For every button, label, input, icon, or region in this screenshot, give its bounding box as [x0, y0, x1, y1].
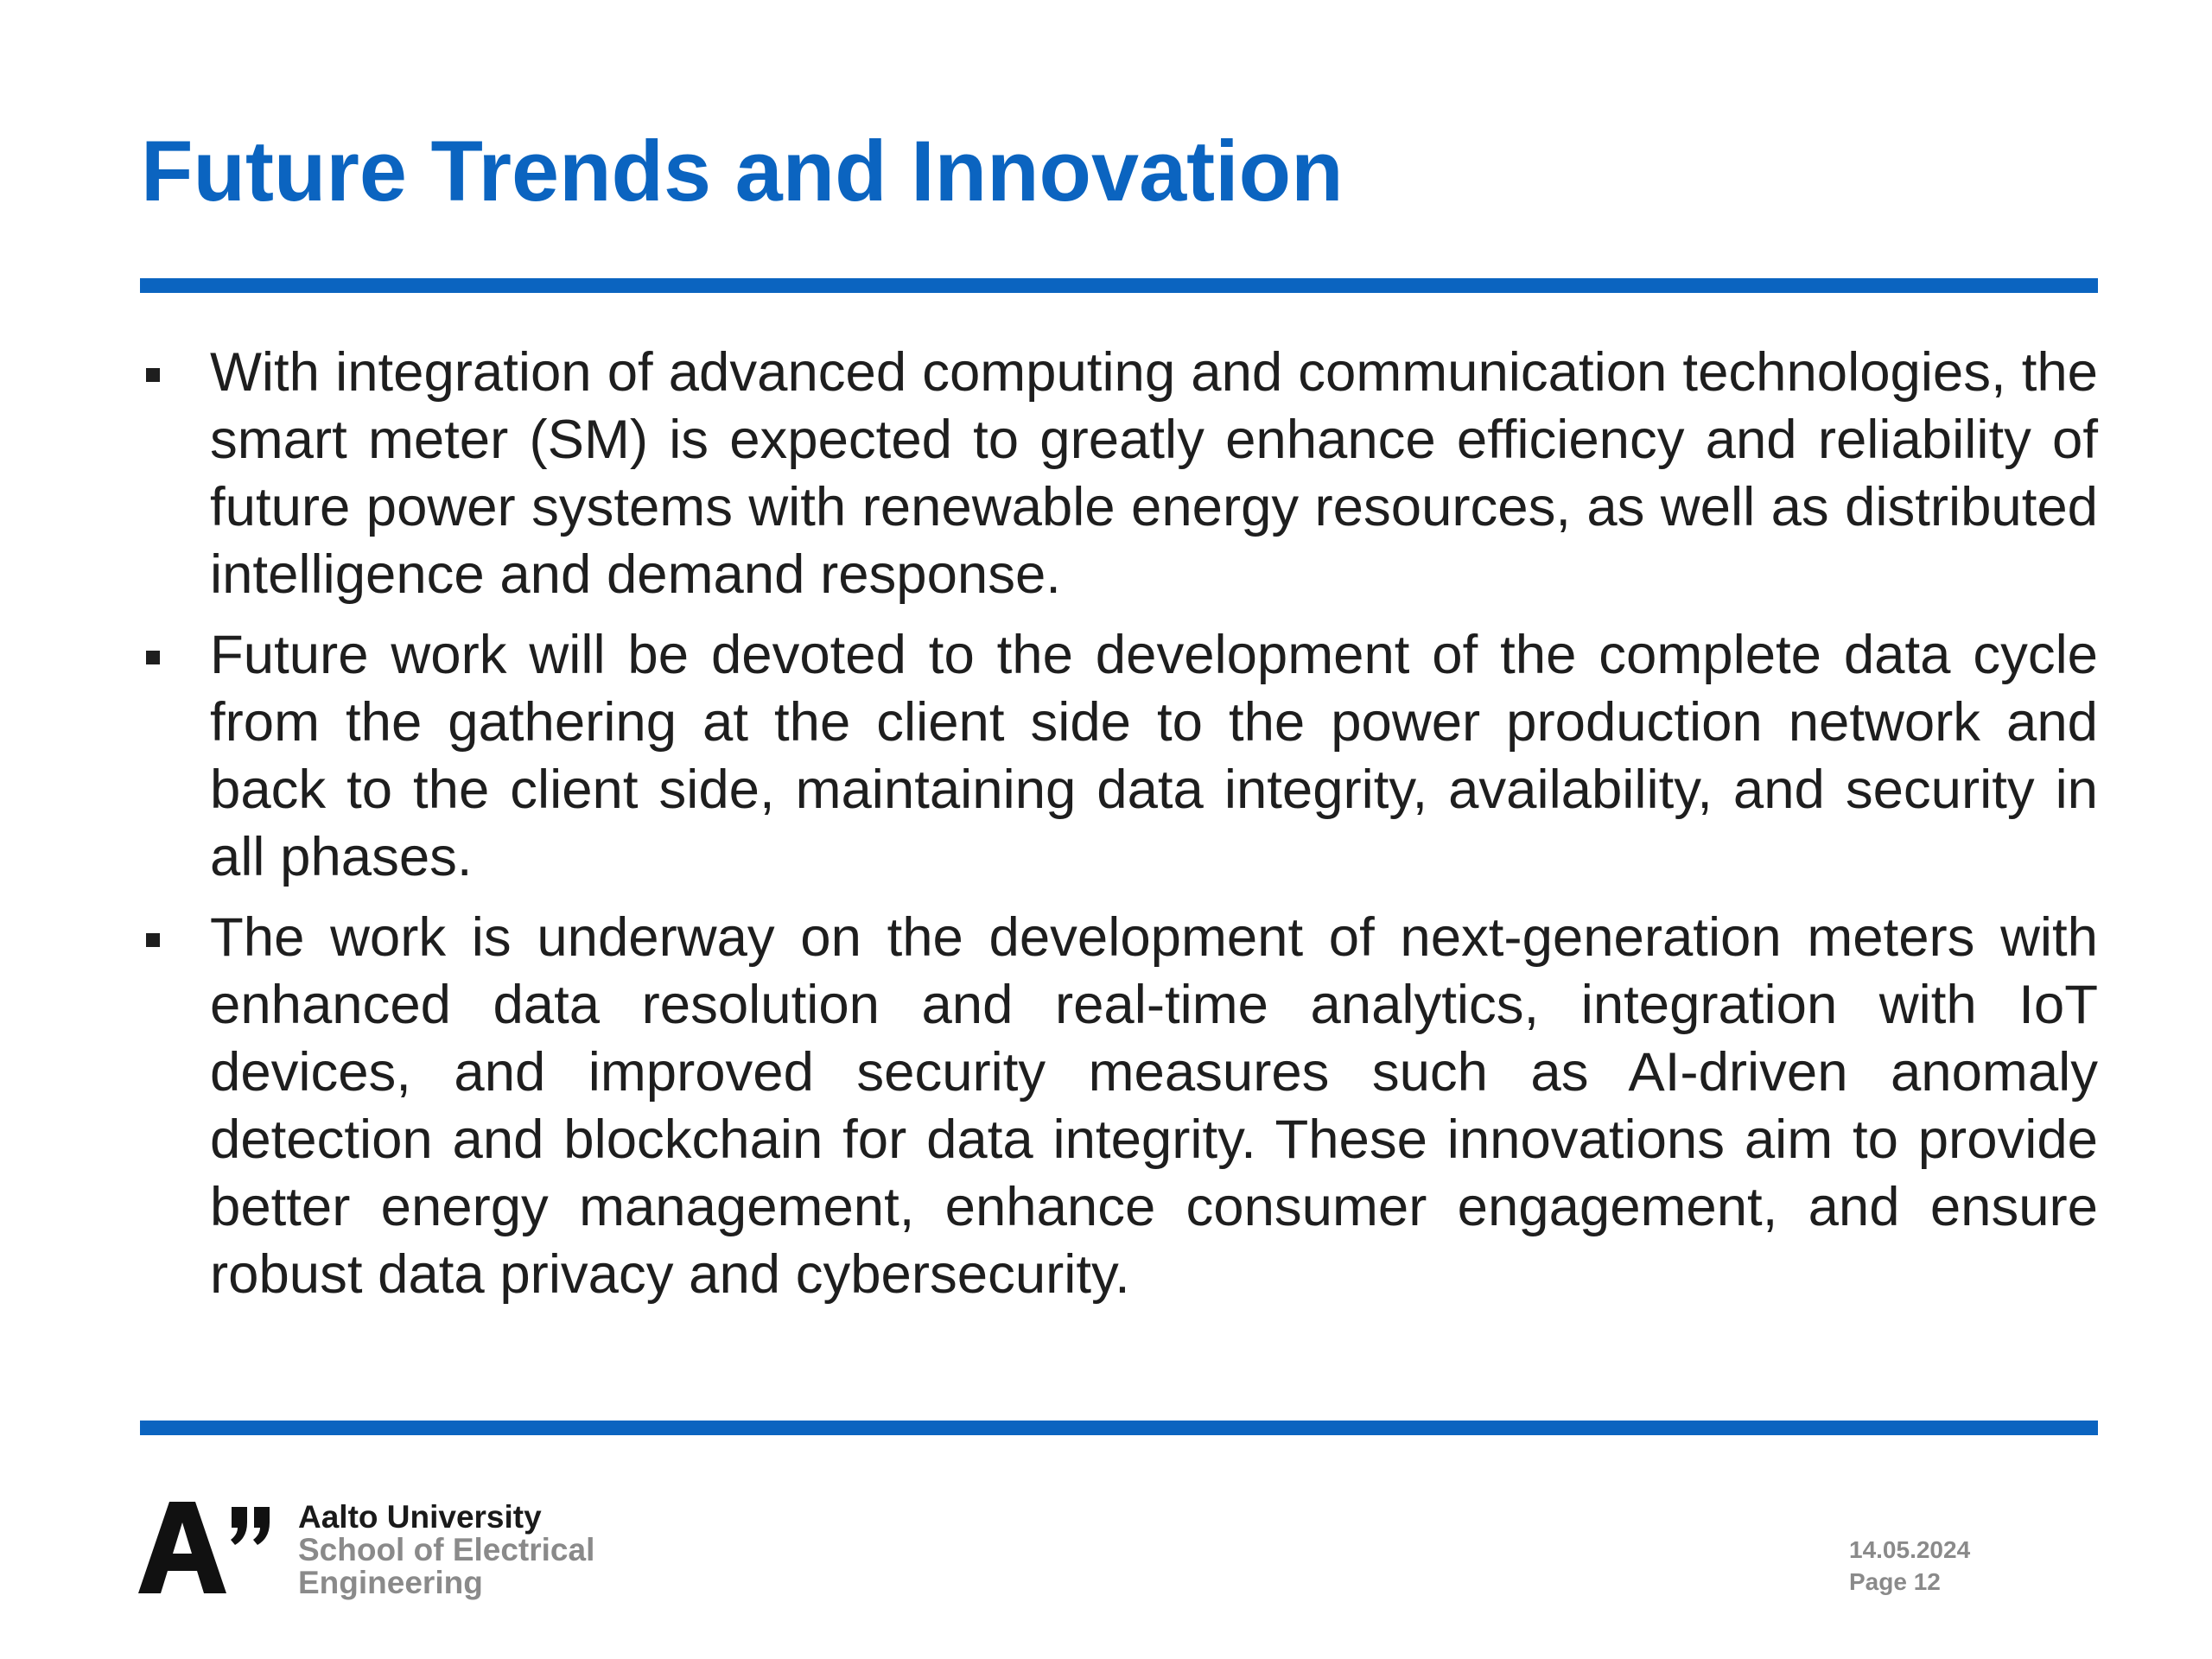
square-bullet-icon [146, 933, 160, 947]
page-number: Page 12 [1849, 1568, 1941, 1595]
square-bullet-icon [146, 368, 160, 382]
bullet-item [140, 621, 2098, 891]
footer-divider [140, 1421, 2098, 1435]
bullet-item [140, 339, 2098, 608]
bullet-text: The work is underway on the development of next-generation meters with enhanced data resolution and real-time analytics, integration with IoT devices, and improved security measures such as AI-driven anomaly detection and blockchain for data integrity. These innovations aim to provide better energy management, enhance consumer engagement, and ensure robust data privacy and cybersecurity. [210, 907, 2098, 1305]
bullet-text: With integration of advanced computing and communication technologies, the smart meter (SM) is expected to greatly enhance efficiency and reliability of future power systems with renewable energy resources, as well as distributed intelligence and demand response. [210, 342, 2098, 605]
school-name-line2: Engineering [298, 1565, 483, 1600]
bullet-text: Future work will be devoted to the development of the complete data cycle from the gathering at the client side to the power production network and back to the client side, maintaining data integrity, availability, and security in all phases. [210, 625, 2098, 887]
school-name-line1: School of Electrical [298, 1532, 595, 1567]
bullet-list [140, 339, 2098, 1321]
square-bullet-icon [146, 651, 160, 664]
university-name: Aalto University [298, 1499, 542, 1535]
university-block [298, 1501, 594, 1599]
slide-title: Future Trends and Innovation [141, 123, 1344, 219]
aalto-a-logo-icon [138, 1500, 276, 1595]
slide-date: 14.05.2024 [1849, 1536, 1971, 1563]
bullet-item [140, 904, 2098, 1308]
title-divider [140, 278, 2098, 293]
slide-meta [1849, 1534, 1970, 1598]
